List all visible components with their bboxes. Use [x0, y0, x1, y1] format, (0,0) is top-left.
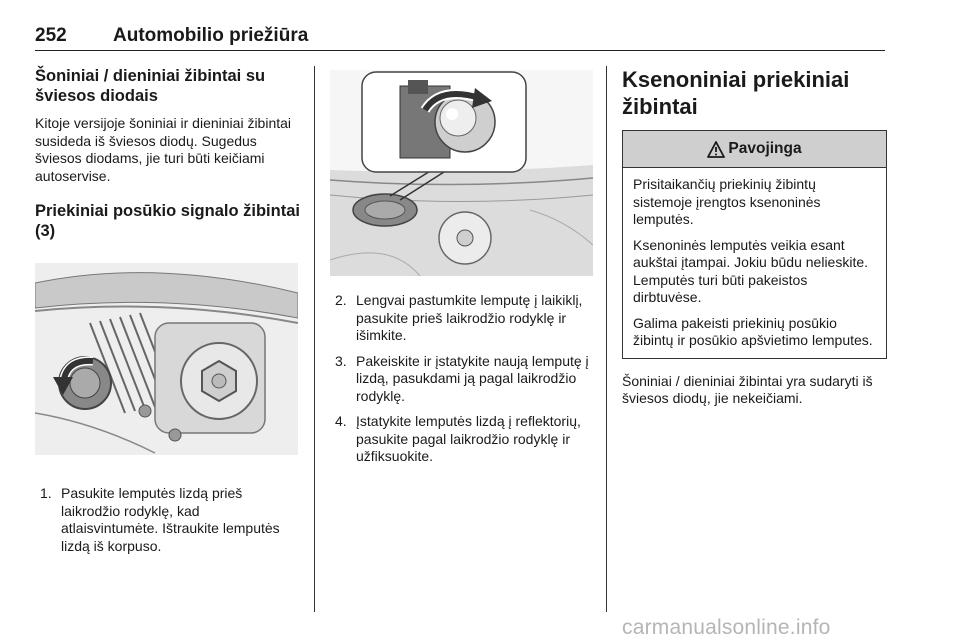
danger-paragraph: Prisitaikančių priekinių žibintų sistemoje įrengtos ksenoninės lemputės.	[633, 176, 821, 227]
step-item	[330, 292, 595, 345]
danger-title: Pavojinga	[728, 140, 802, 157]
turn-signal-illustration	[35, 263, 298, 455]
column-middle	[330, 70, 595, 474]
step-number: 4.	[335, 413, 347, 429]
step-item	[35, 485, 300, 555]
column-divider	[314, 66, 315, 612]
step-text: Pasukite lemputės lizdą prieš laikrodžio rodyklę, kad atlaisvintumėte. Ištraukite lemputės lizdą iš korpuso.	[61, 485, 280, 554]
steps-list-2	[330, 292, 595, 466]
xenon-led-paragraph: Šoniniai / dieniniai žibintai yra sudaryti iš šviesos diodų, jie nekeičiami.	[622, 372, 873, 406]
danger-paragraph: Ksenoninės lemputės veikia esant aukštai įtampai. Jokiu būdu nelieskite. Lemputės turi būti pakeistos dirbtuvėse.	[633, 236, 869, 305]
danger-warning-box	[622, 130, 887, 359]
column-divider	[606, 66, 607, 612]
page-number: 252	[35, 25, 67, 46]
step-item	[330, 353, 595, 406]
danger-paragraph: Galima pakeisti priekinių posūkio žibintų ir posūkio apšvietimo lemputes.	[633, 314, 873, 348]
page-header	[35, 22, 885, 51]
column-left	[35, 66, 300, 563]
danger-header	[623, 131, 886, 168]
step-text: Lengvai pastumkite lemputę į laikiklį, pasukite prieš laikrodžio rodyklę ir išimkite.	[356, 292, 583, 343]
led-lights-paragraph: Kitoje versijoje šoniniai ir dieniniai žibintai susideda iš šviesos diodų. Sugedus šviesos diodams, jie turi būti keičiami autoservise.	[35, 115, 292, 184]
warning-triangle-icon	[707, 141, 725, 158]
step-text: Įstatykite lemputės lizdą į reflektorių, pasukite pagal laikrodžio rodyklę ir užfiksuokite.	[356, 413, 581, 464]
section-heading-led-lights: Šoniniai / dieniniai žibintai su šviesos diodais	[35, 67, 266, 105]
watermark: carmanualsonline.info	[622, 616, 831, 639]
step-text: Pakeiskite ir įstatykite naują lemputę į lizdą, pasukdami ją pagal laikrodžio rodyklę.	[356, 352, 589, 404]
section-heading-xenon: Ksenoniniai priekiniai žibintai	[622, 67, 850, 119]
step-number: 1.	[40, 485, 52, 501]
bulb-socket-illustration	[330, 70, 593, 276]
section-heading-turn-signal: Priekiniai posūkio signalo žibintai (3)	[35, 202, 300, 240]
danger-body	[623, 168, 886, 358]
steps-list-1	[35, 485, 300, 555]
step-number: 3.	[335, 352, 347, 369]
step-number: 2.	[335, 292, 347, 308]
step-item	[330, 413, 595, 466]
column-right	[622, 66, 887, 408]
chapter-title: Automobilio priežiūra	[113, 25, 309, 46]
